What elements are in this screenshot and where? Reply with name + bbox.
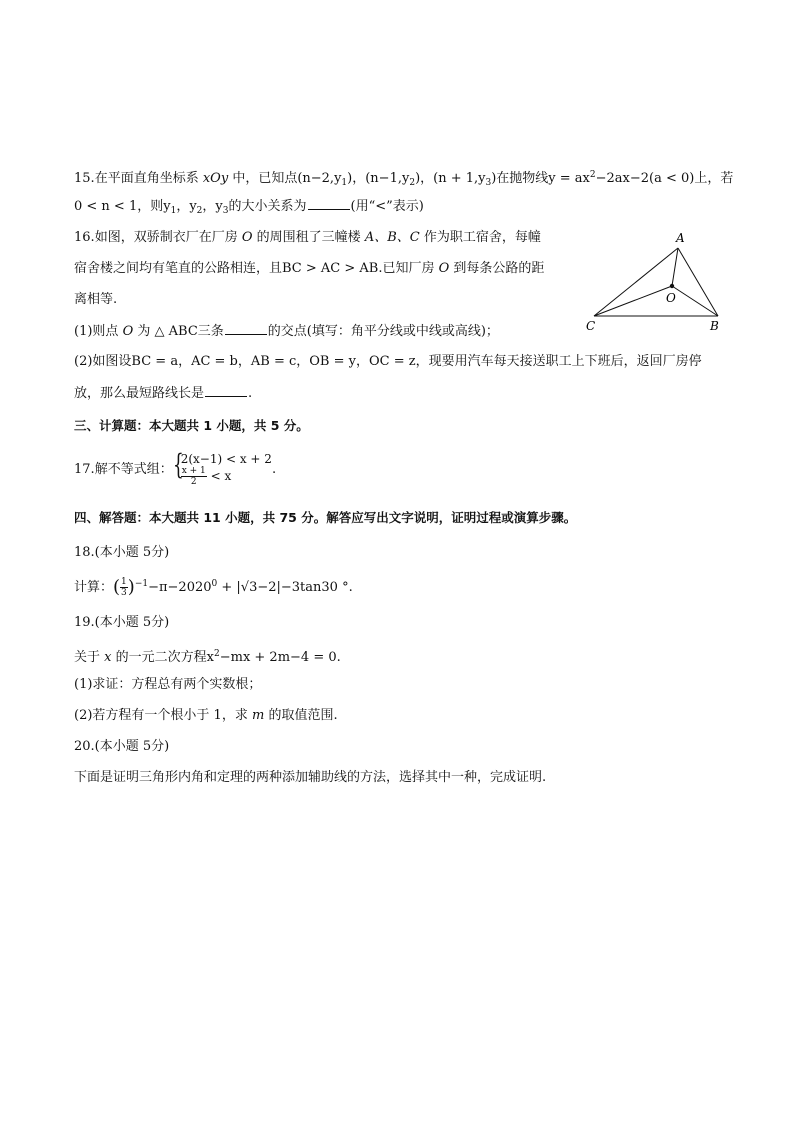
segment-ac [594, 248, 678, 316]
section-3-heading: 三、计算题：本大题共 1 小题，共 5 分。 [74, 418, 309, 433]
q16-part2-line2: 放，那么最短路线长是 . [74, 386, 253, 401]
segment-ab [678, 248, 718, 316]
q18-heading: 18.(本小题 5分) [74, 545, 170, 560]
q16-line2: 宿舍楼之间均有笔直的公路相连，且BC > AC > AB.已知厂房 O 到每条公路的距 [74, 261, 545, 276]
section-4-heading: 四、解答题：本大题共 11 小题，共 75 分。解答应写出文字说明，证明过程或演算步骤。 [74, 510, 577, 525]
segment-oc [594, 286, 672, 316]
q16-part1-blank[interactable] [225, 322, 267, 335]
q16-part1: (1)则点 O 为 △ ABC三条 的交点(填写：角平分线或中线或高线)； [74, 324, 499, 339]
triangle-figure [580, 228, 730, 336]
label-c: C [586, 319, 596, 333]
q16-part2-line1: (2)如图设BC = a，AC = b，AB = c，OB = y，OC = z，现要用汽车每天接送职工上下班后，返回厂房停 [74, 354, 702, 369]
q15-answer-blank[interactable] [308, 197, 350, 210]
q19-part1: (1)求证：方程总有两个实数根； [74, 677, 262, 692]
inequality-system: { 2(x−1) < x + 2 $\frac{x + 1}{2}$ < x [172, 448, 272, 487]
label-b: B [710, 319, 719, 333]
q20-line1: 下面是证明三角形内角和定理的两种添加辅助线的方法，选择其中一种，完成证明. [74, 770, 547, 785]
segment-oa [672, 248, 678, 286]
point-o [670, 284, 674, 288]
q17-line: 17.解不等式组： { 2(x−1) < x + 2 $\frac{x + 1}{2}$ < x . [74, 448, 277, 487]
q15-line1: 15.在平面直角坐标系 xOy 中，已知点$(n-2,y_1)$，$(n-1,y_2)$，$(n + 1,y_3)$在抛物线$y = ax^2-2ax-2(a < 0)$上，若 [74, 170, 734, 188]
q19-part2: (2)若方程有一个根小于 1，求 m 的取值范围. [74, 708, 338, 723]
label-o: O [666, 291, 676, 305]
q18-expression: 计算：( $\frac{1}{3}$ )$^{-1}-\pi-2020^0 + |√3-2|-3\tan 30$ °. [74, 576, 353, 598]
q20-heading: 20.(本小题 5分) [74, 739, 170, 754]
q19-heading: 19.(本小题 5分) [74, 615, 170, 630]
segment-ob [672, 286, 718, 316]
q16-part2-blank[interactable] [205, 384, 247, 397]
q15-line2: 0 < n < 1，则$y_1$，$y_2$，$y_3$的大小关系为 (用“<”表示) [74, 199, 424, 216]
q19-line1: 关于 x 的一元二次方程$x^2-mx + 2m-4 = 0$. [74, 649, 341, 665]
q16-line1: 16.如图，双骄制衣厂在厂房 O 的周围租了三幢楼 A、B、C 作为职工宿舍，每幢 [74, 230, 541, 245]
label-a: A [676, 231, 685, 245]
q16-line3: 离相等. [74, 292, 118, 307]
